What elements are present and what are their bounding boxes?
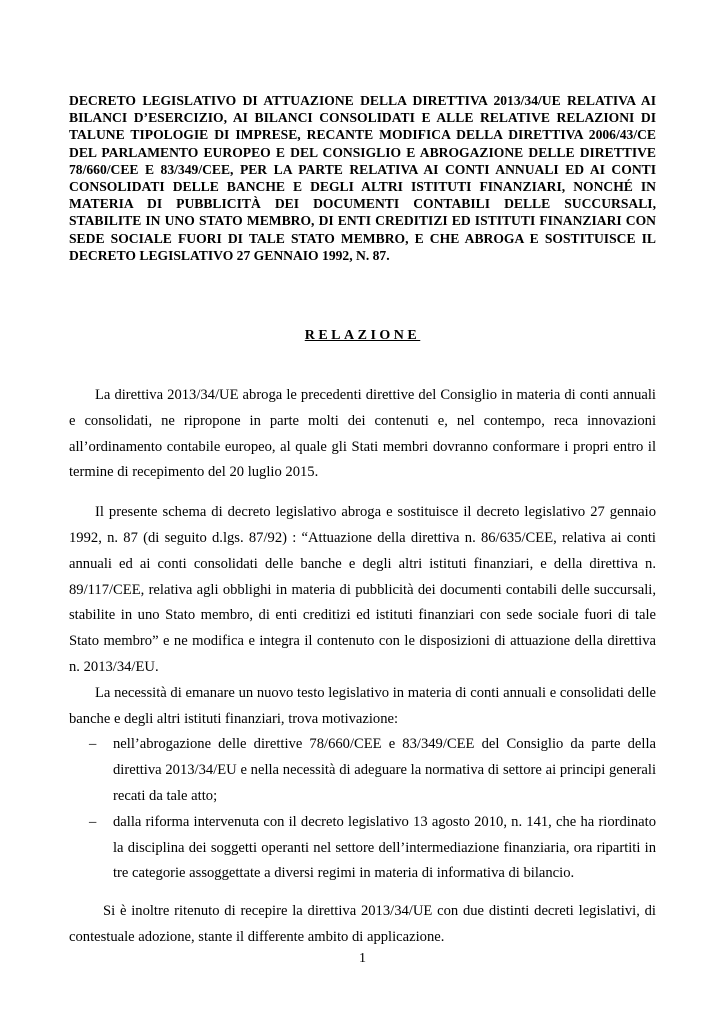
document-body (69, 383, 656, 951)
motivation-list (69, 732, 656, 887)
dash-bullet: – (89, 736, 97, 753)
list-item (69, 810, 656, 887)
list-item-text: nell’abrogazione delle direttive 78/660/CEE e 83/349/CEE del Consiglio da parte della direttiva 2013/34/EU e nella necessità di adeguare la normativa di settore ai principi generali recati da tale atto; (113, 736, 656, 804)
list-item-text: dalla riforma intervenuta con il decreto legislativo 13 agosto 2010, n. 141, che ha riordinato la disciplina dei soggetti operanti nel settore dell’intermediazione finanziaria, ora ripartiti in tre categorie assoggettate a diversi regimi in materia di informativa di bilancio. (113, 813, 656, 882)
closing-paragraph: Si è inoltre ritenuto di recepire la direttiva 2013/34/UE con due distinti decreti legislativi, di contestuale adozione, stante il differente ambito di applicazione. (69, 903, 656, 945)
paragraph-1: La direttiva 2013/34/UE abroga le precedenti direttive del Consiglio in materia di conti annuali e consolidati, ne ripropone in parte molti dei contenuti e, nel contempo, reca innovazioni all’ordinamento contabile europeo, al quale gli Stati membri dovranno conformare i propri entro il termine di recepimento del 20 luglio 2015. (69, 387, 656, 481)
paragraph-3: La necessità di emanare un nuovo testo legislativo in materia di conti annuali e consolidati delle banche e degli altri istituti finanziari, trova motivazione: (69, 684, 656, 727)
section-heading: RELAZIONE (304, 328, 421, 343)
list-item (69, 732, 656, 809)
paragraph-2: Il presente schema di decreto legislativo abroga e sostituisce il decreto legislativo 27 gennaio 1992, n. 87 (di seguito d.lgs. 87/92) : “Attuazione della direttiva n. 86/635/CEE, relativa ai conti annuali ed ai conti consolidati delle banche e degli altri istituti finanziari, e della direttiva n. 89/117/CEE, relativa agli obblighi in materia di pubblicità dei documenti contabili delle succursali, stabilite in uno Stato membro, di enti creditizi ed istituti finanziari con sede sociale fuori di tale Stato membro” e ne modifica e integra il contenuto con le disposizioni di attuazione della direttiva n. 2013/34/EU. (69, 504, 656, 675)
page-number: 1 (359, 951, 366, 966)
document-title: DECRETO LEGISLATIVO DI ATTUAZIONE DELLA DIRETTIVA 2013/34/UE RELATIVA AI BILANCI D’ESERCIZIO, AI BILANCI CONSOLIDATI E ALLE RELATIVE RELAZIONI DI TALUNE TIPOLOGIE DI IMPRESE, RECANTE MODIFICA DELLA DIRETTIVA 2006/43/CE DEL PARLAMENTO EUROPEO E DEL CONSIGLIO E ABROGAZIONE DELLE DIRETTIVE 78/660/CEE E 83/349/CEE, PER LA PARTE RELATIVA AI CONTI ANNUALI ED AI CONTI CONSOLIDATI DELLE BANCHE E DEGLI ALTRI ISTITUTI FINANZIARI, NONCHÉ IN MATERIA DI PUBBLICITÀ DEI DOCUMENTI CONTABILI DELLE SUCCURSALI, STABILITE IN UNO STATO MEMBRO, DI ENTI CREDITIZI ED ISTITUTI FINANZIARI CON SEDE SOCIALE FUORI DI TALE STATO MEMBRO, E CHE ABROGA E SOSTITUISCE IL DECRETO LEGISLATIVO 27 GENNAIO 1992, N. 87. (69, 93, 656, 263)
dash-bullet: – (89, 813, 97, 830)
